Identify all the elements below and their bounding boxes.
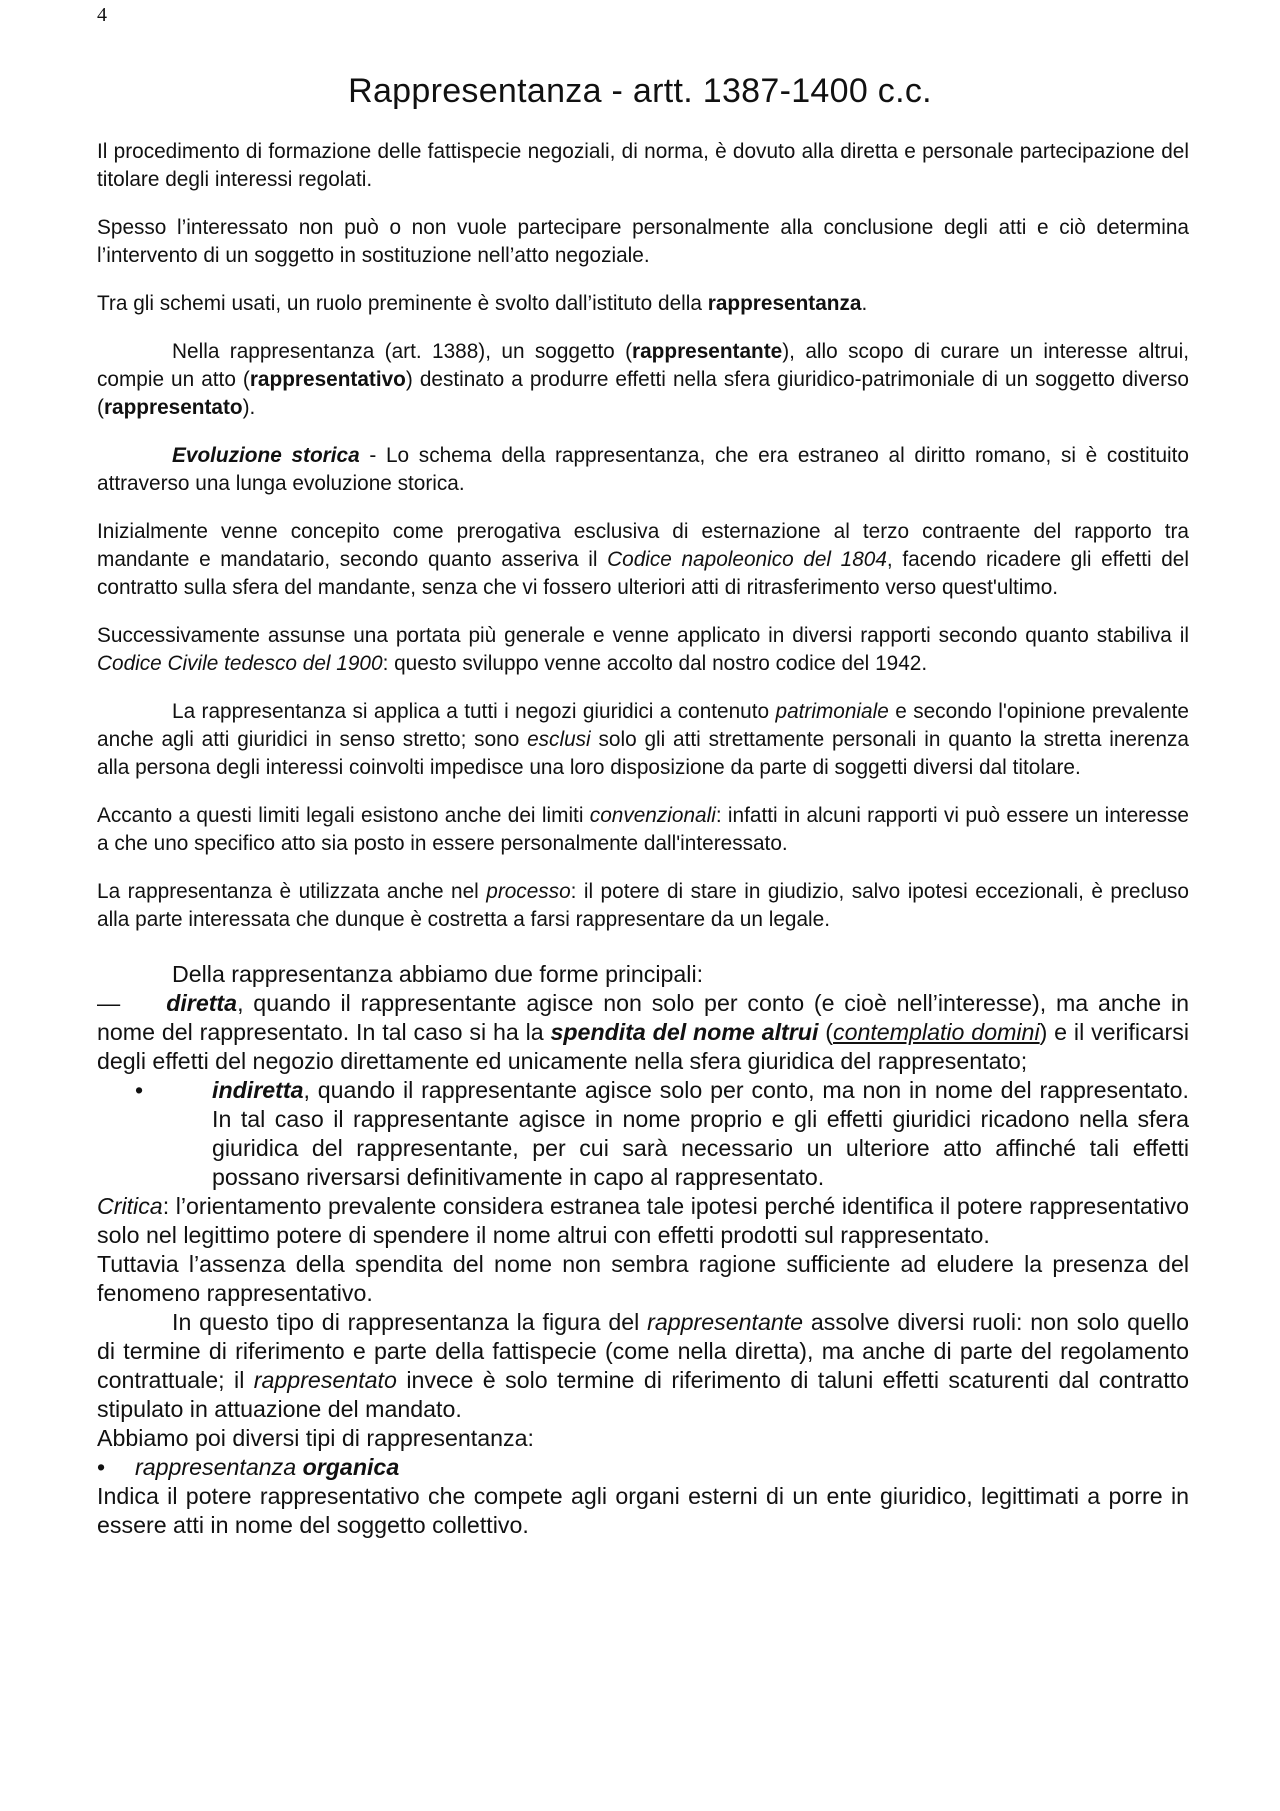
text-run: Inizialmente venne concepito come prerogativa esclusiva di esternazione al terzo contraente del rapporto tra mandante e mandatario, secondo quanto asseriva il (97, 520, 1189, 571)
italic-term: rappresentato (253, 1367, 397, 1393)
dash-marker: — (97, 990, 121, 1016)
italic-term: esclusi (527, 728, 591, 751)
text-run: : il potere di stare in giudizio, salvo ipotesi eccezionali, è precluso alla parte interessata che dunque è costretta a farsi rappresentare da un legale. (97, 880, 1189, 931)
italic-term: Codice napoleonico del 1804 (607, 548, 887, 571)
bold-italic-term: organica (302, 1454, 400, 1480)
text-run: Nella rappresentanza (art. 1388), un soggetto ( (172, 340, 632, 363)
paragraph-3 (97, 290, 1189, 318)
page-number: 4 (97, 4, 107, 26)
text-run: : infatti in alcuni rapporti vi può essere un interesse a che uno specifico atto sia posto in essere personalmente dall'interessato. (97, 804, 1189, 855)
list-item-text (212, 1076, 1189, 1192)
text-run: ) e il verificarsi degli effetti del negozio direttamente ed unicamente nella sfera giuridica del rappresentato; (97, 1019, 1189, 1074)
text-run: Tra gli schemi usati, un ruolo preminente è svolto dall’istituto della (97, 292, 708, 315)
text-run: In questo tipo di rappresentanza la figura del (172, 1309, 648, 1335)
text-run: : l’orientamento prevalente considera estranea tale ipotesi perché identifica il potere rappresentativo solo nel legittimo potere di spendere il nome altrui con effetti prodotti sul rappresentato. (97, 1193, 1189, 1248)
italic-term: rappresentante (647, 1309, 804, 1335)
list-item-organica (97, 1453, 1189, 1482)
bold-term: rappresentante (632, 340, 783, 363)
bullet-marker: • (97, 1454, 106, 1480)
paragraph-7 (97, 622, 1189, 678)
bold-italic-term: diretta (166, 990, 238, 1016)
text-run: ( (818, 1019, 833, 1045)
text-run: - Lo schema della rappresentanza, che era estraneo al diritto romano, si è costituito attraverso una lunga evoluzione storica. (97, 444, 1189, 495)
text-run: ). (242, 396, 256, 419)
document-body (97, 138, 1189, 1540)
text-run: . (861, 292, 868, 315)
italic-term: processo (486, 880, 571, 903)
text-run: , facendo ricadere gli effetti del contratto sulla sfera del mandante, senza che vi fossero ulteriori atti di ritrasferimento verso quest'ultimo. (97, 548, 1189, 599)
text-run: ), allo scopo di curare un interesse altrui, compie un atto ( (97, 340, 1190, 391)
text-run: , quando il rappresentante agisce solo per conto, ma non in nome del rappresentato. In tal caso il rappresentante agisce in nome proprio e gli effetti giuridici ricadono nella sfera giuridica del rappresentante, per cui sarà necessario un ulteriore atto affinché tali effetti possano riversarsi definitivamente in capo al rappresentato. (212, 1077, 1189, 1190)
italic-term: Critica (97, 1193, 163, 1219)
paragraph-15: Indica il potere rappresentativo che compete agli organi esterni di un ente giuridico, legittimati a porre in essere atti in nome del soggetto collettivo. (97, 1483, 1189, 1538)
paragraph-1: Il procedimento di formazione delle fattispecie negoziali, di norma, è dovuto alla diretta e personale partecipazione del titolare degli interessi regolati. (97, 140, 1189, 191)
text-run: invece è solo termine di riferimento di taluni effetti scaturenti dal contratto stipulato in attuazione del mandato. (97, 1367, 1189, 1422)
bold-term: rappresentanza (707, 292, 862, 315)
text-run: Successivamente assunse una portata più generale e venne applicato in diversi rapporti secondo quanto stabiliva il (97, 624, 1189, 647)
bold-italic-term: indiretta (212, 1077, 304, 1103)
paragraph-5 (97, 442, 1189, 498)
text-run: La rappresentanza è utilizzata anche nel (97, 880, 487, 903)
paragraph-4 (97, 338, 1189, 422)
italic-term: patrimoniale (775, 700, 889, 723)
paragraph-6 (97, 518, 1189, 602)
paragraph-8 (97, 698, 1189, 782)
italic-term: rappresentanza (135, 1454, 303, 1480)
bullet-marker: • (135, 1077, 144, 1103)
text-run: , quando il rappresentante agisce non solo per conto (e cioè nell’interesse), ma anche in nome del rappresentato. In tal caso si ha la (97, 990, 1189, 1045)
text-run: La rappresentanza si applica a tutti i negozi giuridici a contenuto (172, 700, 776, 723)
text-run: solo gli atti strettamente personali in quanto la stretta inerenza alla persona degli interessi coinvolti impedisce una loro disposizione da parte di soggetti diversi dal titolare. (97, 728, 1189, 779)
paragraph-2: Spesso l’interessato non può o non vuole partecipare personalmente alla conclusione degli atti e ciò determina l’intervento di un soggetto in sostituzione nell’atto negoziale. (97, 216, 1189, 267)
underlined-term: contemplatio domini (832, 1019, 1040, 1045)
bold-term: rappresentativo (249, 368, 406, 391)
list-item-diretta (97, 989, 1189, 1076)
paragraph-11: Della rappresentanza abbiamo due forme principali: (172, 961, 704, 987)
paragraph-9 (97, 802, 1189, 858)
italic-term: Codice Civile tedesco del 1900 (97, 652, 383, 675)
list-item-text (135, 1453, 1189, 1482)
text-run: e secondo l'opinione prevalente anche agli atti giuridici in senso stretto; sono (97, 700, 1189, 751)
italic-term: convenzionali (589, 804, 716, 827)
text-run: : questo sviluppo venne accolto dal nostro codice del 1942. (382, 652, 928, 675)
paragraph-12: Tuttavia l’assenza della spendita del nome non sembra ragione sufficiente ad eludere la presenza del fenomeno rappresentativo. (97, 1251, 1189, 1306)
section-heading: Evoluzione storica (172, 444, 360, 467)
bold-italic-term: spendita del nome altrui (550, 1019, 819, 1045)
paragraph-14: Abbiamo poi diversi tipi di rappresentanza: (97, 1425, 534, 1451)
paragraph-critica (97, 1192, 1189, 1250)
text-run: Accanto a questi limiti legali esistono anche dei limiti (97, 804, 590, 827)
paragraph-10 (97, 878, 1189, 934)
bold-term: rappresentato (103, 396, 243, 419)
paragraph-13 (97, 1308, 1189, 1424)
page-title: Rappresentanza - artt. 1387-1400 c.c. (348, 72, 932, 110)
text-run: assolve diversi ruoli: non solo quello di termine di riferimento e parte della fattispecie (come nella diretta), ma anche di parte del regolamento contrattuale; il (97, 1309, 1189, 1393)
list-item-indiretta (97, 1076, 1189, 1192)
text-run: ) destinato a produrre effetti nella sfera giuridico-patrimoniale di un soggetto diverso ( (97, 368, 1190, 419)
